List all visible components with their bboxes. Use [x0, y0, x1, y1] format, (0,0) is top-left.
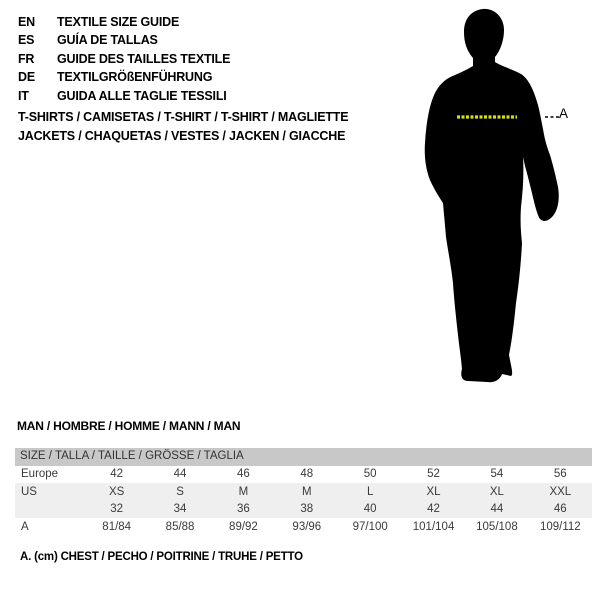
product-types-block [18, 108, 348, 146]
size-cell: 109/112 [539, 520, 581, 533]
product-types-tshirts: T-SHIRTS / CAMISETAS / T-SHIRT / T-SHIRT / MAGLIETTE [18, 110, 349, 124]
size-cell: 81/84 [102, 520, 132, 533]
language-code: DE [18, 70, 35, 85]
size-cell: 34 [173, 503, 187, 516]
man-silhouette [395, 5, 575, 390]
size-cell: 93/96 [292, 520, 322, 533]
size-cell: M [238, 485, 249, 498]
size-cell: 38 [300, 503, 314, 516]
size-cell: XXL [549, 485, 572, 498]
size-cell: 56 [553, 468, 567, 481]
size-cell: M [302, 485, 312, 498]
size-cell: 46 [553, 503, 567, 516]
size-cell: 52 [427, 468, 440, 481]
size-cell: XL [426, 485, 441, 498]
row-label: A [21, 520, 29, 533]
language-label: GUIDA ALLE TAGLIE TESSILI [57, 88, 227, 103]
language-label: TEXTILGRÖßENFÜHRUNG [57, 70, 213, 85]
size-cell: 32 [110, 503, 124, 516]
size-cell: 50 [363, 468, 377, 481]
row-label: Europe [21, 468, 59, 481]
language-guide-block [18, 13, 230, 105]
language-row-fr [18, 50, 230, 68]
size-cell: 97/100 [352, 520, 388, 533]
product-types-jackets: JACKETS / CHAQUETAS / VESTES / JACKEN / GIACCHE [18, 129, 346, 144]
size-cell: 105/108 [476, 520, 518, 533]
size-cell: 85/88 [165, 520, 195, 533]
size-table [15, 448, 592, 536]
language-label: TEXTILE SIZE GUIDE [57, 15, 180, 29]
size-cell: 44 [490, 503, 504, 516]
size-cell: 89/92 [229, 520, 258, 533]
measurement-footnote: A. (cm) CHEST / PECHO / POITRINE / TRUHE / PETTO [20, 551, 303, 563]
size-cell: S [176, 485, 184, 498]
language-label: GUIDE DES TAILLES TEXTILE [57, 51, 231, 66]
man-silhouette-shape [425, 9, 559, 382]
row-label: US [21, 485, 37, 498]
size-cell: XL [489, 485, 504, 498]
size-cell: XS [109, 485, 125, 498]
size-cell: 42 [110, 468, 124, 481]
size-cell: 42 [427, 503, 440, 516]
table-row-chest [15, 518, 592, 536]
table-row-us-letter [15, 483, 592, 501]
size-cell: 46 [237, 468, 250, 481]
size-table-header: SIZE / TALLA / TAILLE / GRÖSSE / TAGLIA [15, 448, 592, 466]
size-cell: L [366, 485, 374, 498]
language-row-it [18, 87, 230, 105]
language-code: FR [18, 51, 35, 66]
size-cell: 40 [363, 503, 377, 516]
table-row-us-number [15, 501, 592, 519]
size-cell: 48 [300, 468, 314, 481]
language-code: ES [18, 33, 35, 48]
language-code: EN [18, 15, 35, 29]
language-code: IT [18, 88, 29, 103]
language-label: GUÍA DE TALLAS [57, 33, 158, 48]
size-cell: 101/104 [412, 520, 455, 533]
language-row-de [18, 68, 230, 86]
language-row-en [18, 13, 230, 31]
size-cell: 54 [490, 468, 504, 481]
language-row-es [18, 31, 230, 49]
measurement-label-a: A [559, 106, 569, 121]
section-title-man: MAN / HOMBRE / HOMME / MANN / MAN [17, 419, 241, 433]
size-cell: 36 [237, 503, 250, 516]
size-cell: 44 [173, 468, 187, 481]
table-row-europe [15, 466, 592, 484]
